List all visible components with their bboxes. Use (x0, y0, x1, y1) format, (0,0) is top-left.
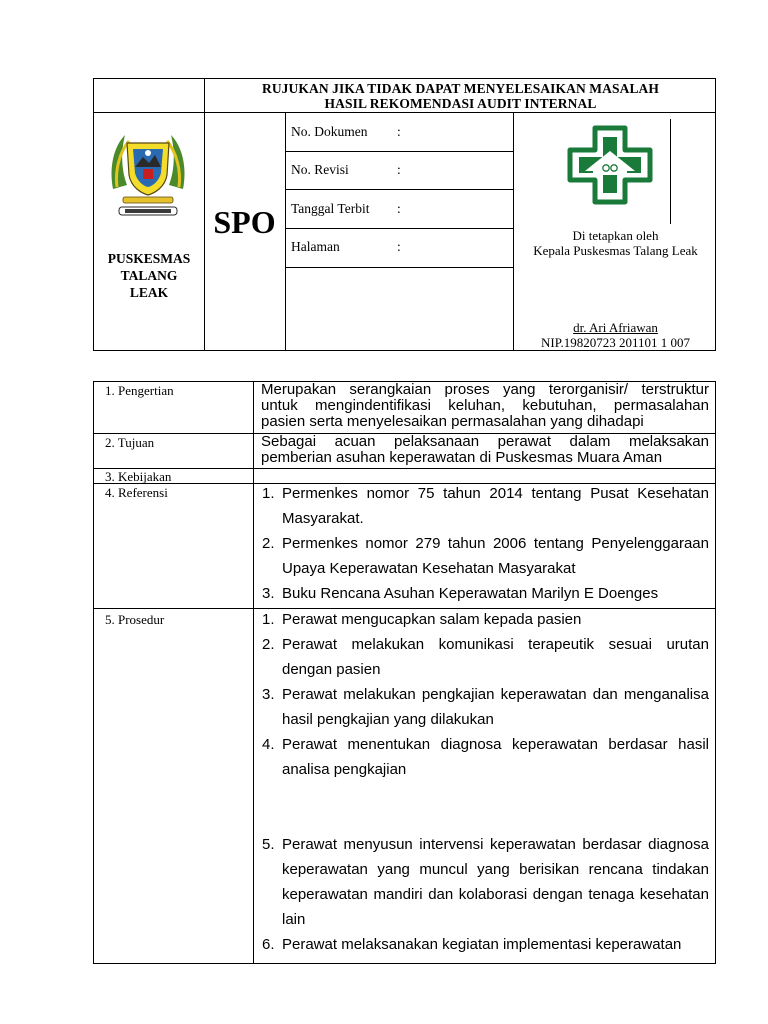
document-header-table (93, 78, 716, 351)
section-label-referensi: 4. Referensi (105, 485, 168, 500)
meta-label: No. Dokumen (291, 124, 368, 139)
text-line: Merupakan serangkaian proses yang terorganisir/ terstruktur (261, 381, 709, 398)
meta-row-dokumen (291, 124, 401, 140)
text-line: Sebagai acuan pelaksanaan perawat dalam melaksakan (261, 433, 709, 450)
grid-line (285, 151, 513, 152)
org-line: LEAK (129, 285, 169, 300)
list-number: 2. (262, 535, 275, 552)
puskesmas-cross-icon (567, 125, 653, 205)
meta-value: : (397, 201, 401, 216)
approval-line: Kepala Puskesmas Talang Leak (533, 243, 698, 258)
list-number: 2. (262, 636, 275, 653)
list-item (257, 932, 709, 957)
list-item (257, 581, 709, 606)
signer-name: dr. Ari Afriawan (573, 320, 658, 335)
list-text: Perawat menyusun intervensi keperawatan berdasar diagnosa keperawatan yang muncul yang berisikan rencana tindakan keperawatan mandiri dan kolaborasi dengan tenaga kesehatan lain (282, 836, 709, 928)
list-item (257, 832, 709, 932)
section-content-tujuan (261, 434, 709, 466)
section-label-prosedur: 5. Prosedur (105, 612, 165, 627)
title-line: RUJUKAN JIKA TIDAK DAPAT MENYELESAIKAN MASALAH (261, 81, 660, 96)
meta-value: : (397, 124, 401, 139)
meta-label: Halaman (291, 239, 340, 254)
org-line: PUSKESMAS (107, 251, 191, 266)
text-line: pemberian asuhan keperawatan di Puskesmas Muara Aman (261, 449, 663, 466)
list-text: Perawat melaksanakan kegiatan implementasi keperawatan (282, 936, 682, 953)
list-text: Perawat melakukan komunikasi terapeutik sesuai urutan dengan pasien (282, 636, 709, 678)
list-text: Permenkes nomor 75 tahun 2014 tentang Pusat Kesehatan Masyarakat. (282, 485, 709, 527)
list-number: 3. (262, 686, 275, 703)
meta-value: : (397, 162, 401, 177)
list-item (257, 682, 709, 732)
meta-row-revisi (291, 162, 401, 178)
approval-line: Di tetapkan oleh (572, 228, 659, 243)
grid-line (285, 112, 286, 350)
list-item (257, 732, 709, 782)
text-line: pasien serta menyelesaikan permasalahan yang dihadapi (261, 413, 644, 430)
org-line: TALANG (120, 268, 178, 283)
grid-line (285, 228, 513, 229)
approval-block (514, 228, 717, 258)
meta-row-tanggal (291, 201, 401, 217)
list-number: 1. (262, 611, 275, 628)
organization-name (94, 250, 204, 301)
signer-block (514, 320, 717, 350)
meta-label: No. Revisi (291, 162, 349, 177)
list-text: Perawat mengucapkan salam kepada pasien (282, 611, 582, 628)
list-text: Perawat menentukan diagnosa keperawatan berdasar hasil analisa pengkajian (282, 736, 709, 778)
list-text: Perawat melakukan pengkajian keperawatan dan menganalisa hasil pengkajian yang dilakukan (282, 686, 709, 728)
meta-row-halaman (291, 239, 401, 255)
grid-line (94, 112, 715, 113)
section-label-tujuan: 2. Tujuan (105, 435, 155, 450)
list-number: 6. (262, 936, 275, 953)
list-item (257, 632, 709, 682)
regency-emblem-icon (107, 129, 189, 221)
prosedur-list (257, 607, 709, 957)
section-content-pengertian (261, 382, 709, 430)
document-title (204, 81, 717, 111)
list-item (257, 481, 709, 531)
list-item (257, 607, 709, 632)
section-label-kebijakan: 3. Kebijakan (105, 469, 172, 484)
grid-line (285, 267, 513, 268)
list-text: Buku Rencana Asuhan Keperawatan Marilyn E Doenges (282, 585, 659, 602)
signer-nip: NIP.19820723 201101 1 007 (540, 335, 691, 350)
logo-divider (670, 119, 671, 224)
grid-line (285, 189, 513, 190)
text-line: untuk mengindentifikasi keluhan, kebutuhan, permasalahan (261, 397, 709, 414)
list-item (257, 531, 709, 581)
list-text: Permenkes nomor 279 tahun 2006 tentang Penyelenggaraan Upaya Keperawatan Kesehatan Masyarakat (282, 535, 709, 577)
grid-line (94, 468, 715, 469)
section-label-pengertian: 1. Pengertian (105, 383, 174, 398)
grid-line (253, 382, 254, 963)
document-type-label: SPO (213, 204, 276, 240)
procedure-table (93, 381, 716, 964)
list-number: 3. (262, 585, 275, 602)
list-number: 4. (262, 736, 275, 753)
list-number: 1. (262, 485, 275, 502)
referensi-list (257, 481, 709, 606)
title-line: HASIL REKOMENDASI AUDIT INTERNAL (324, 96, 597, 111)
list-number: 5. (262, 836, 275, 853)
meta-value: : (397, 239, 401, 254)
meta-label: Tanggal Terbit (291, 201, 370, 216)
